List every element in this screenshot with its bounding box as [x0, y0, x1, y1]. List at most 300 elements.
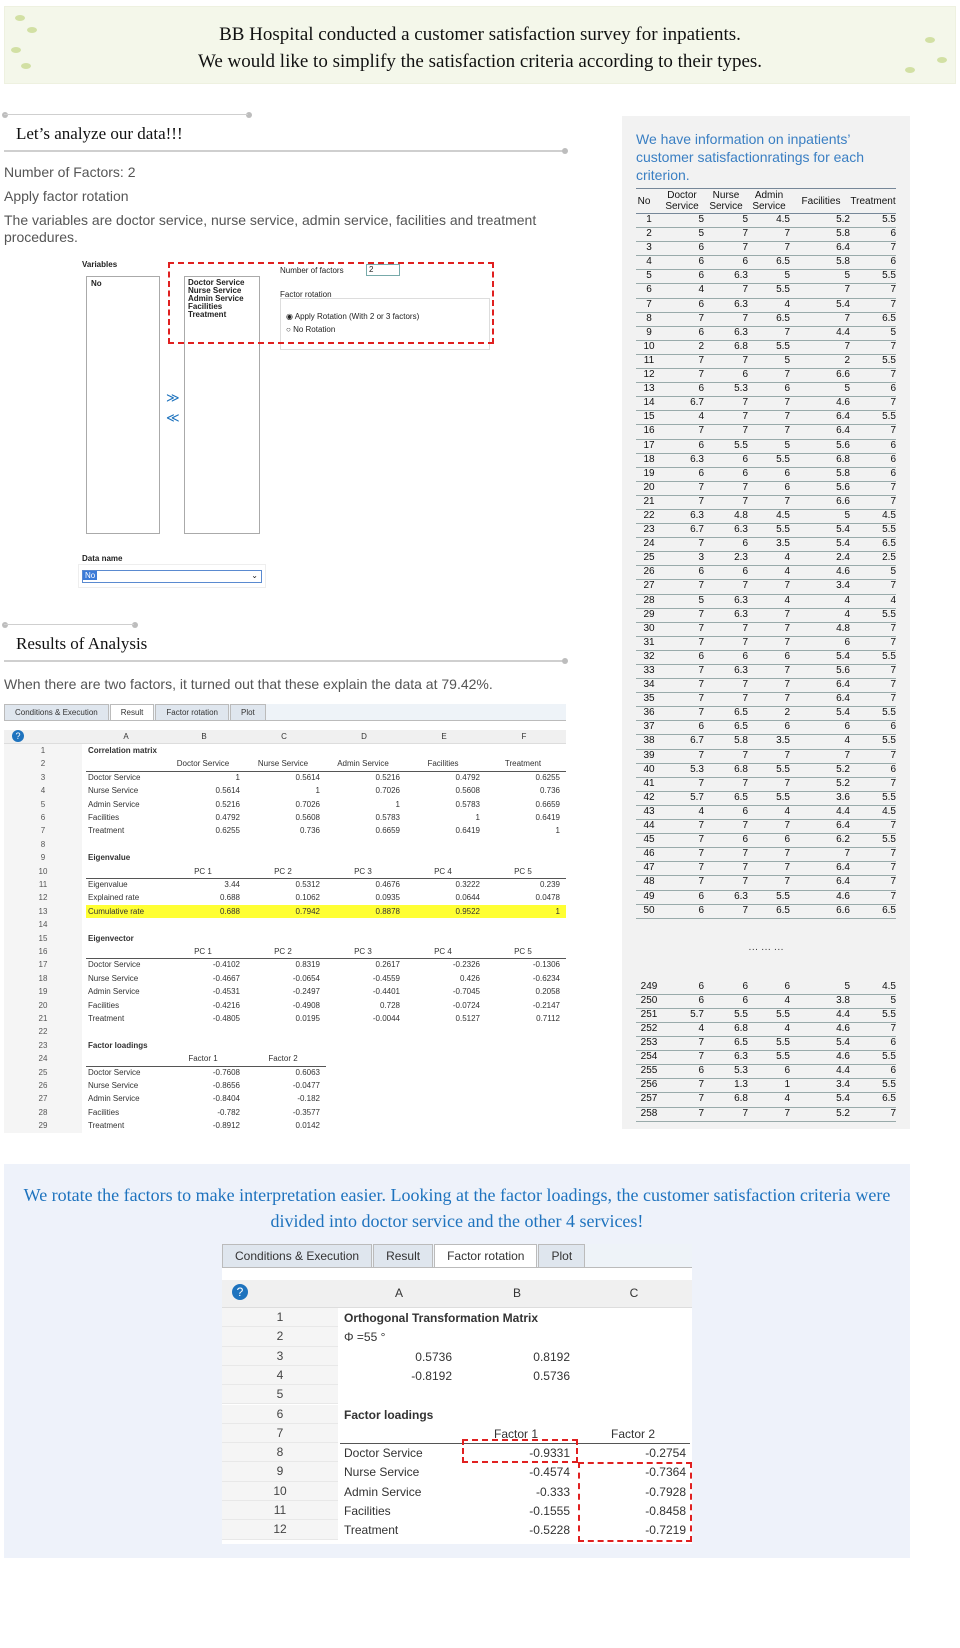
- data-row: 17 6 5.5 5 5.6 6: [636, 440, 896, 454]
- row-number: 29: [4, 1119, 82, 1132]
- data-row: 32 6 6 6 5.4 5.5: [636, 651, 896, 665]
- sheet-cell: 0.5614: [215, 786, 240, 796]
- row-number: 9: [4, 851, 82, 864]
- move-right-button[interactable]: ≫: [166, 390, 180, 405]
- sheet-cell: 0.5608: [295, 813, 320, 822]
- data-row: 5 6 6.3 5 5 5.5: [636, 270, 896, 284]
- data-table: [636, 188, 896, 1122]
- selected-variable-item[interactable]: Nurse Service: [188, 286, 242, 295]
- data-header: Nurse Service: [709, 190, 743, 212]
- data-row: 7 6 6.3 4 5.4 7: [636, 299, 896, 313]
- sheet-cell: -0.4574: [529, 1465, 570, 1480]
- sheet-cell: 1: [395, 799, 400, 809]
- result-tabs: [4, 704, 566, 721]
- data-row: 37 6 6.5 6 6 6: [636, 721, 896, 735]
- row-number: 12: [4, 891, 82, 904]
- sheet-cell: 0.7942: [295, 906, 320, 916]
- rotation-tabs: [222, 1244, 692, 1268]
- sheet-cell: -0.0724: [452, 1000, 480, 1010]
- data-row: 11 7 7 5 2 5.5: [636, 355, 896, 369]
- sheet-cell: Treatment: [88, 1121, 125, 1131]
- sheet-cell: 0.5312: [295, 880, 320, 889]
- sheet-cell: Admin Service: [344, 1484, 422, 1499]
- sheet-cell: 0.2617: [375, 960, 400, 970]
- data-row: 47 7 7 7 6.4 7: [636, 862, 896, 876]
- data-row: 46 7 7 7 7 7: [636, 848, 896, 862]
- results-text: When there are two factors, it turned out that these explain the data at 79.42%.: [4, 676, 493, 692]
- sheet-cell: 0.7112: [536, 1014, 560, 1023]
- sheet-cell: 0.239: [539, 880, 560, 889]
- sheet-cell: 0.8878: [375, 906, 400, 916]
- sheet-cell: 0.0478: [535, 893, 560, 903]
- sheet-cell: Factor 1: [493, 1426, 538, 1441]
- row-number: 4: [222, 1366, 338, 1385]
- num-factors-input[interactable]: 2: [366, 264, 400, 276]
- row-number: 10: [222, 1482, 338, 1501]
- sheet-cell: 0.4676: [375, 880, 400, 889]
- data-row: 256 7 1.3 1 3.4 5.5: [636, 1079, 896, 1093]
- data-row: 257 7 6.8 4 5.4 6.5: [636, 1093, 896, 1107]
- data-row: 2 5 7 7 5.8 6: [636, 228, 896, 242]
- sheet-cell: Nurse Service: [88, 973, 139, 983]
- sheet-cell: -0.4908: [292, 1000, 320, 1010]
- banner-line-1: BB Hospital conducted a customer satisfaction survey for inpatients.: [219, 24, 741, 45]
- sheet-cell: Factor 2: [610, 1426, 655, 1441]
- sheet-cell: -0.0477: [292, 1081, 320, 1090]
- sheet-cell: Facilities: [344, 1504, 391, 1518]
- data-row: 26 6 6 4 4.6 5: [636, 566, 896, 580]
- sheet-cell: -0.182: [297, 1094, 320, 1104]
- selected-variable-item[interactable]: Treatment: [188, 310, 227, 319]
- move-left-button[interactable]: ≪: [166, 410, 180, 425]
- col-header: B: [201, 732, 207, 741]
- data-header: Facilities: [801, 196, 841, 207]
- sheet-cell: -0.8458: [645, 1504, 686, 1518]
- selected-variable-item[interactable]: Admin Service: [188, 294, 244, 303]
- data-row: 43 4 6 4 4.4 4.5: [636, 806, 896, 820]
- data-row: 14 6.7 7 7 4.6 7: [636, 397, 896, 411]
- highlight-factor1: [462, 1439, 578, 1463]
- data-row: 19 6 6 6 5.8 6: [636, 468, 896, 482]
- tab-factor-rotation[interactable]: Factor rotation: [434, 1244, 537, 1267]
- row-number: 4: [4, 784, 82, 797]
- data-row: 45 7 6 6 6.2 5.5: [636, 834, 896, 848]
- num-factors-label: Number of factors: [280, 266, 344, 275]
- rotation-text: Apply factor rotation: [4, 188, 129, 204]
- data-name-label: Data name: [82, 554, 123, 563]
- highlight-factor2: [578, 1462, 692, 1542]
- data-row: 13 6 5.3 6 5 6: [636, 383, 896, 397]
- sheet-cell: 0.0142: [295, 1121, 320, 1131]
- data-row: 49 6 6.3 5.5 4.6 7: [636, 891, 896, 905]
- highlight-box: [168, 262, 494, 344]
- data-row: 25 3 2.3 4 2.4 2.5: [636, 552, 896, 566]
- sheet-cell: 0.8319: [295, 960, 320, 970]
- sheet-cell: 0.4792: [455, 772, 480, 782]
- header-banner: [4, 6, 956, 84]
- sheet-cell: 0.8192: [533, 1349, 570, 1364]
- sheet-cell: Φ =55 °: [344, 1330, 386, 1345]
- sheet-cell: Doctor Service: [344, 1446, 423, 1461]
- help-icon[interactable]: ?: [12, 730, 24, 742]
- row-number: 15: [4, 932, 82, 945]
- sheet-cell: 0.6063: [295, 1067, 320, 1077]
- data-row: 34 7 7 7 6.4 7: [636, 679, 896, 693]
- sheet-cell: 0.3222: [455, 880, 480, 889]
- sheet-cell: -0.3577: [292, 1107, 320, 1117]
- row-number: 6: [4, 811, 82, 824]
- row-number: 26: [4, 1079, 82, 1092]
- row-number: 16: [4, 945, 82, 958]
- chevron-down-icon: ⌄: [251, 571, 258, 580]
- sheet-cell: Admin Service: [337, 759, 389, 769]
- variables-label: Variables: [82, 260, 118, 269]
- sheet-cell: Admin Service: [88, 987, 140, 997]
- row-number: 13: [4, 905, 82, 918]
- sheet-cell: -0.7045: [452, 987, 480, 997]
- sheet-cell: Doctor Service: [176, 759, 230, 769]
- data-panel-title: We have information on inpatients’ customer satisfactionratings for each criterion.: [636, 131, 864, 183]
- sheet-cell: -0.7364: [645, 1465, 686, 1480]
- sheet-cell: -0.4216: [212, 1000, 240, 1010]
- sheet-cell: Treatment: [88, 826, 125, 836]
- row-number: 28: [4, 1106, 82, 1119]
- data-row: 44 7 7 7 6.4 7: [636, 820, 896, 834]
- row-number: 25: [4, 1066, 82, 1079]
- rotation-group-label: Factor rotation: [280, 290, 332, 299]
- sheet-cell: -0.782: [217, 1107, 240, 1117]
- tab-factor-rotation[interactable]: Factor rotation: [155, 704, 229, 720]
- tab-conditions-execution[interactable]: Conditions & Execution: [4, 704, 109, 720]
- sheet-cell: -0.7928: [645, 1484, 686, 1499]
- sheet-cell: -0.4805: [212, 1014, 240, 1023]
- variable-item[interactable]: No: [91, 279, 102, 288]
- row-number: 11: [4, 878, 82, 891]
- sheet-cell: 0.5614: [295, 772, 320, 782]
- sheet-cell: -0.2754: [645, 1446, 686, 1461]
- sheet-cell: Admin Service: [88, 1094, 140, 1104]
- data-panel: [622, 116, 910, 1129]
- data-row: 250 6 6 4 3.8 5: [636, 995, 896, 1009]
- section-title-analyze: Let’s analyze our data!!!: [16, 124, 183, 143]
- sheet-cell: 3.44: [224, 880, 240, 889]
- sheet-cell: PC 4: [434, 866, 452, 876]
- data-row: 10 2 6.8 5.5 7 7: [636, 341, 896, 355]
- sheet-cell: 0.736: [299, 826, 320, 836]
- rotation-section-title: We rotate the factors to make interpretation easier. Looking at the factor loadings, the customer satisfaction criteria were divided into doctor service and the other 4 services!: [23, 1185, 891, 1231]
- row-number: 24: [4, 1052, 82, 1065]
- sheet-cell: PC 2: [274, 866, 292, 876]
- sheet-cell: PC 4: [434, 947, 452, 956]
- data-row: 24 7 6 3.5 5.4 6.5: [636, 538, 896, 552]
- sheet-cell: 0.9522: [455, 906, 480, 916]
- sheet-cell: 1: [555, 906, 560, 916]
- sheet-cell: -0.8404: [212, 1094, 240, 1104]
- sheet-cell: Factor 1: [188, 1054, 218, 1064]
- row-number: 27: [4, 1092, 82, 1105]
- sheet-cell: -0.1555: [529, 1504, 570, 1518]
- data-row: 6 4 7 5.5 7 7: [636, 284, 896, 298]
- sheet-cell: 1: [475, 813, 480, 822]
- sheet-cell: 0.6659: [535, 799, 560, 809]
- data-row: 9 6 6.3 7 4.4 5: [636, 327, 896, 341]
- sheet-cell: Eigenvector: [88, 933, 134, 943]
- row-number: 5: [222, 1385, 338, 1404]
- sheet-cell: 0.6255: [215, 826, 240, 836]
- data-row: 4 6 6 6.5 5.8 6: [636, 256, 896, 270]
- row-number: 12: [222, 1520, 338, 1539]
- data-row: 33 7 6.3 7 5.6 7: [636, 665, 896, 679]
- sheet-cell: -0.2497: [292, 987, 320, 997]
- data-row: 48 7 7 7 6.4 7: [636, 876, 896, 890]
- data-row: 35 7 7 7 6.4 7: [636, 693, 896, 707]
- sheet-cell: Cumulative rate: [88, 906, 145, 916]
- sheet-cell: -0.4401: [372, 987, 400, 997]
- sheet-cell: 0.6255: [535, 772, 560, 782]
- row-number: 19: [4, 985, 82, 998]
- variables-list[interactable]: [86, 276, 160, 534]
- row-number: 20: [4, 999, 82, 1012]
- row-number: 9: [222, 1462, 338, 1481]
- data-row: 1 5 5 4.5 5.2 5.5: [636, 214, 896, 228]
- sheet-cell: 0.7026: [375, 786, 400, 796]
- help-icon[interactable]: ?: [232, 1284, 248, 1300]
- data-row: 29 7 6.3 7 4 5.5: [636, 609, 896, 623]
- col-header: C: [629, 1286, 639, 1300]
- row-number: 22: [4, 1025, 82, 1038]
- radio-no-rotation[interactable]: ○ No Rotation: [286, 325, 336, 334]
- sheet-cell: -0.8192: [411, 1368, 452, 1383]
- data-header: Admin Service: [752, 190, 786, 212]
- num-factors-text: Number of Factors: 2: [4, 164, 136, 180]
- sheet-cell: -0.4559: [372, 973, 400, 983]
- sheet-cell: Doctor Service: [88, 1067, 141, 1077]
- sheet-cell: PC 3: [354, 947, 372, 956]
- col-header: B: [512, 1286, 521, 1300]
- data-row: 20 7 7 6 5.6 7: [636, 482, 896, 496]
- col-header: E: [441, 732, 447, 741]
- data-row: 254 7 6.3 5.5 4.6 5.5: [636, 1051, 896, 1065]
- sheet-cell: -0.6234: [532, 973, 560, 983]
- sheet-cell: Treatment: [88, 1014, 125, 1023]
- sheet-cell: PC 2: [274, 947, 292, 956]
- sheet-cell: -0.8912: [212, 1121, 240, 1131]
- row-number: 2: [222, 1327, 338, 1346]
- data-row: 30 7 7 7 4.8 7: [636, 623, 896, 637]
- selected-variable-item[interactable]: Doctor Service: [188, 278, 245, 287]
- data-name-select[interactable]: No ⌄: [82, 570, 262, 583]
- row-number: 14: [4, 918, 82, 931]
- sheet-cell: 0.0644: [455, 893, 480, 903]
- row-number: 11: [222, 1501, 338, 1520]
- data-row: 253 7 6.5 5.5 5.4 6: [636, 1037, 896, 1051]
- data-row: 21 7 7 7 6.6 7: [636, 496, 896, 510]
- row-number: 18: [4, 972, 82, 985]
- sheet-cell: PC 5: [514, 866, 532, 876]
- data-row: 251 5.7 5.5 5.5 4.4 5.5: [636, 1009, 896, 1023]
- sheet-cell: 1: [555, 826, 560, 836]
- sheet-cell: -0.8656: [212, 1081, 240, 1090]
- row-number: 7: [4, 824, 82, 837]
- tab-result[interactable]: Result: [373, 1244, 433, 1267]
- sheet-cell: -0.9331: [529, 1446, 570, 1461]
- row-number: 1: [222, 1308, 338, 1327]
- row-number: 17: [4, 958, 82, 971]
- sheet-cell: 0.6659: [375, 826, 400, 836]
- sheet-cell: 0.5216: [375, 772, 400, 782]
- col-header: C: [281, 732, 287, 741]
- col-header: A: [394, 1286, 403, 1300]
- tab-conditions-execution[interactable]: Conditions & Execution: [222, 1244, 372, 1267]
- sheet-cell: PC 3: [354, 866, 372, 876]
- sheet-cell: 0.728: [379, 1000, 400, 1010]
- sheet-cell: 1: [235, 772, 240, 782]
- data-header: No: [637, 196, 651, 207]
- row-number: 7: [222, 1424, 338, 1443]
- data-row: 23 6.7 6.3 5.5 5.4 5.5: [636, 524, 896, 538]
- data-row: 27 7 7 7 3.4 7: [636, 580, 896, 594]
- sheet-cell: 0.5783: [455, 799, 480, 809]
- sheet-cell: -0.1306: [532, 960, 560, 970]
- sheet-cell: Orthogonal Transformation Matrix: [344, 1311, 539, 1325]
- sheet-cell: 0.5216: [215, 799, 240, 809]
- sheet-cell: -0.4102: [212, 960, 240, 970]
- sheet-cell: 0.5736: [533, 1368, 570, 1383]
- sheet-cell: 0.1062: [295, 893, 320, 903]
- data-row: 50 6 7 6.5 6.6 6.5: [636, 905, 896, 919]
- data-row: 252 4 6.8 4 4.6 7: [636, 1023, 896, 1037]
- data-row: 258 7 7 7 5.2 7: [636, 1108, 896, 1122]
- tab-result[interactable]: Result: [110, 704, 155, 720]
- variables-text: The variables are doctor service, nurse service, admin service, facilities and treatment procedures.: [4, 212, 537, 245]
- col-header: F: [521, 732, 527, 741]
- sheet-cell: Nurse Service: [257, 759, 309, 769]
- sheet-cell: 0.426: [459, 973, 480, 983]
- sheet-cell: 0.6419: [535, 813, 560, 822]
- data-row: 255 6 5.3 6 4.4 6: [636, 1065, 896, 1079]
- result-sheet: [4, 704, 566, 1134]
- row-number: 8: [4, 838, 82, 851]
- sheet-cell: Eigenvalue: [88, 880, 128, 889]
- sheet-cell: -0.2147: [532, 1000, 560, 1010]
- sheet-cell: Explained rate: [88, 893, 140, 903]
- row-number: 6: [222, 1405, 338, 1424]
- sheet-cell: 0.5783: [375, 813, 400, 822]
- sheet-cell: -0.4667: [212, 973, 240, 983]
- sheet-cell: 0.6419: [455, 826, 480, 836]
- sheet-cell: 0.7026: [295, 799, 320, 809]
- sheet-cell: Eigenvalue: [88, 853, 131, 863]
- row-number: 3: [4, 771, 82, 784]
- section-title-results: Results of Analysis: [16, 634, 148, 653]
- data-row: 36 7 6.5 2 5.4 5.5: [636, 707, 896, 721]
- sheet-cell: -0.7608: [212, 1067, 240, 1077]
- sheet-cell: Facilities: [88, 1107, 120, 1117]
- selected-variable-item[interactable]: Facilities: [188, 302, 223, 311]
- sheet-cell: PC 1: [194, 866, 212, 876]
- sheet-cell: 0.736: [539, 786, 560, 796]
- col-header: D: [361, 732, 367, 741]
- sheet-cell: 0.4792: [215, 813, 240, 822]
- row-number: 23: [4, 1039, 82, 1052]
- data-row: 16 7 7 7 6.4 7: [636, 425, 896, 439]
- sheet-cell: Facilities: [88, 813, 120, 822]
- row-number: 10: [4, 865, 82, 878]
- sheet-cell: -0.5228: [529, 1523, 570, 1538]
- sheet-cell: 0.0195: [295, 1014, 320, 1023]
- sheet-cell: -0.0044: [372, 1014, 400, 1023]
- sheet-cell: Treatment: [344, 1523, 399, 1538]
- sheet-cell: 0.0935: [375, 893, 400, 903]
- sheet-cell: -0.2326: [452, 960, 480, 970]
- sheet-cell: Factor loadings: [344, 1407, 434, 1422]
- sheet-cell: 0.688: [219, 906, 240, 916]
- data-row: 3 6 7 7 6.4 7: [636, 242, 896, 256]
- tab-plot[interactable]: Plot: [230, 704, 266, 720]
- sheet-cell: Factor 2: [268, 1054, 298, 1064]
- sheet-cell: Facilities: [88, 1000, 120, 1010]
- row-number: 21: [4, 1012, 82, 1025]
- sheet-cell: Treatment: [504, 759, 542, 769]
- sheet-cell: 0.2058: [535, 987, 560, 997]
- col-header: A: [123, 732, 129, 741]
- data-row: 38 6.7 5.8 3.5 4 5.5: [636, 735, 896, 749]
- radio-apply-rotation[interactable]: ◉ Apply Rotation (With 2 or 3 factors): [286, 312, 420, 321]
- sheet-cell: Admin Service: [88, 799, 140, 809]
- banner-line-2: We would like to simplify the satisfaction criteria according to their types.: [197, 51, 763, 72]
- data-row: 40 5.3 6.8 5.5 5.2 6: [636, 764, 896, 778]
- data-row: 28 5 6.3 4 4 4: [636, 595, 896, 609]
- sheet-cell: Factor loadings: [88, 1040, 148, 1050]
- data-row: 42 5.7 6.5 5.5 3.6 5.5: [636, 792, 896, 806]
- sheet-cell: PC 1: [194, 947, 212, 956]
- data-header: Treatment: [850, 196, 896, 207]
- sheet-cell: Correlation matrix: [88, 746, 157, 755]
- sheet-cell: Nurse Service: [88, 786, 139, 796]
- data-row: 31 7 7 7 6 7: [636, 637, 896, 651]
- data-row: 39 7 7 7 7 7: [636, 750, 896, 764]
- sheet-cell: 0.5736: [415, 1349, 452, 1364]
- data-row: 15 4 7 7 6.4 5.5: [636, 411, 896, 425]
- sheet-cell: Doctor Service: [88, 960, 141, 970]
- sheet-cell: -0.4531: [212, 987, 240, 997]
- row-number: 2: [4, 757, 82, 770]
- sheet-cell: -0.333: [535, 1484, 570, 1499]
- data-row: 8 7 7 6.5 7 6.5: [636, 313, 896, 327]
- row-number: 1: [4, 744, 82, 757]
- sheet-cell: Nurse Service: [88, 1081, 139, 1090]
- sheet-cell: Doctor Service: [88, 772, 141, 782]
- data-row: 22 6.3 4.8 4.5 5 4.5: [636, 510, 896, 524]
- row-number: 8: [222, 1443, 338, 1462]
- sheet-cell: Facilities: [427, 759, 459, 769]
- sheet-cell: 0.688: [219, 893, 240, 903]
- sheet-cell: PC 5: [514, 947, 532, 956]
- sheet-cell: 1: [315, 786, 320, 796]
- tab-plot[interactable]: Plot: [538, 1244, 585, 1267]
- data-row: 18 6.3 6 5.5 6.8 6: [636, 454, 896, 468]
- data-row: 12 7 6 7 6.6 7: [636, 369, 896, 383]
- sheet-cell: Nurse Service: [344, 1465, 420, 1480]
- data-row: 249 6 6 6 5 4.5: [636, 981, 896, 995]
- data-row: 41 7 7 7 5.2 7: [636, 778, 896, 792]
- sheet-cell: -0.7219: [645, 1523, 686, 1538]
- data-header: Doctor Service: [665, 190, 699, 212]
- sheet-cell: 0.5127: [455, 1014, 480, 1023]
- row-number: 5: [4, 798, 82, 811]
- sheet-cell: -0.0654: [292, 973, 320, 983]
- row-number: 3: [222, 1347, 338, 1366]
